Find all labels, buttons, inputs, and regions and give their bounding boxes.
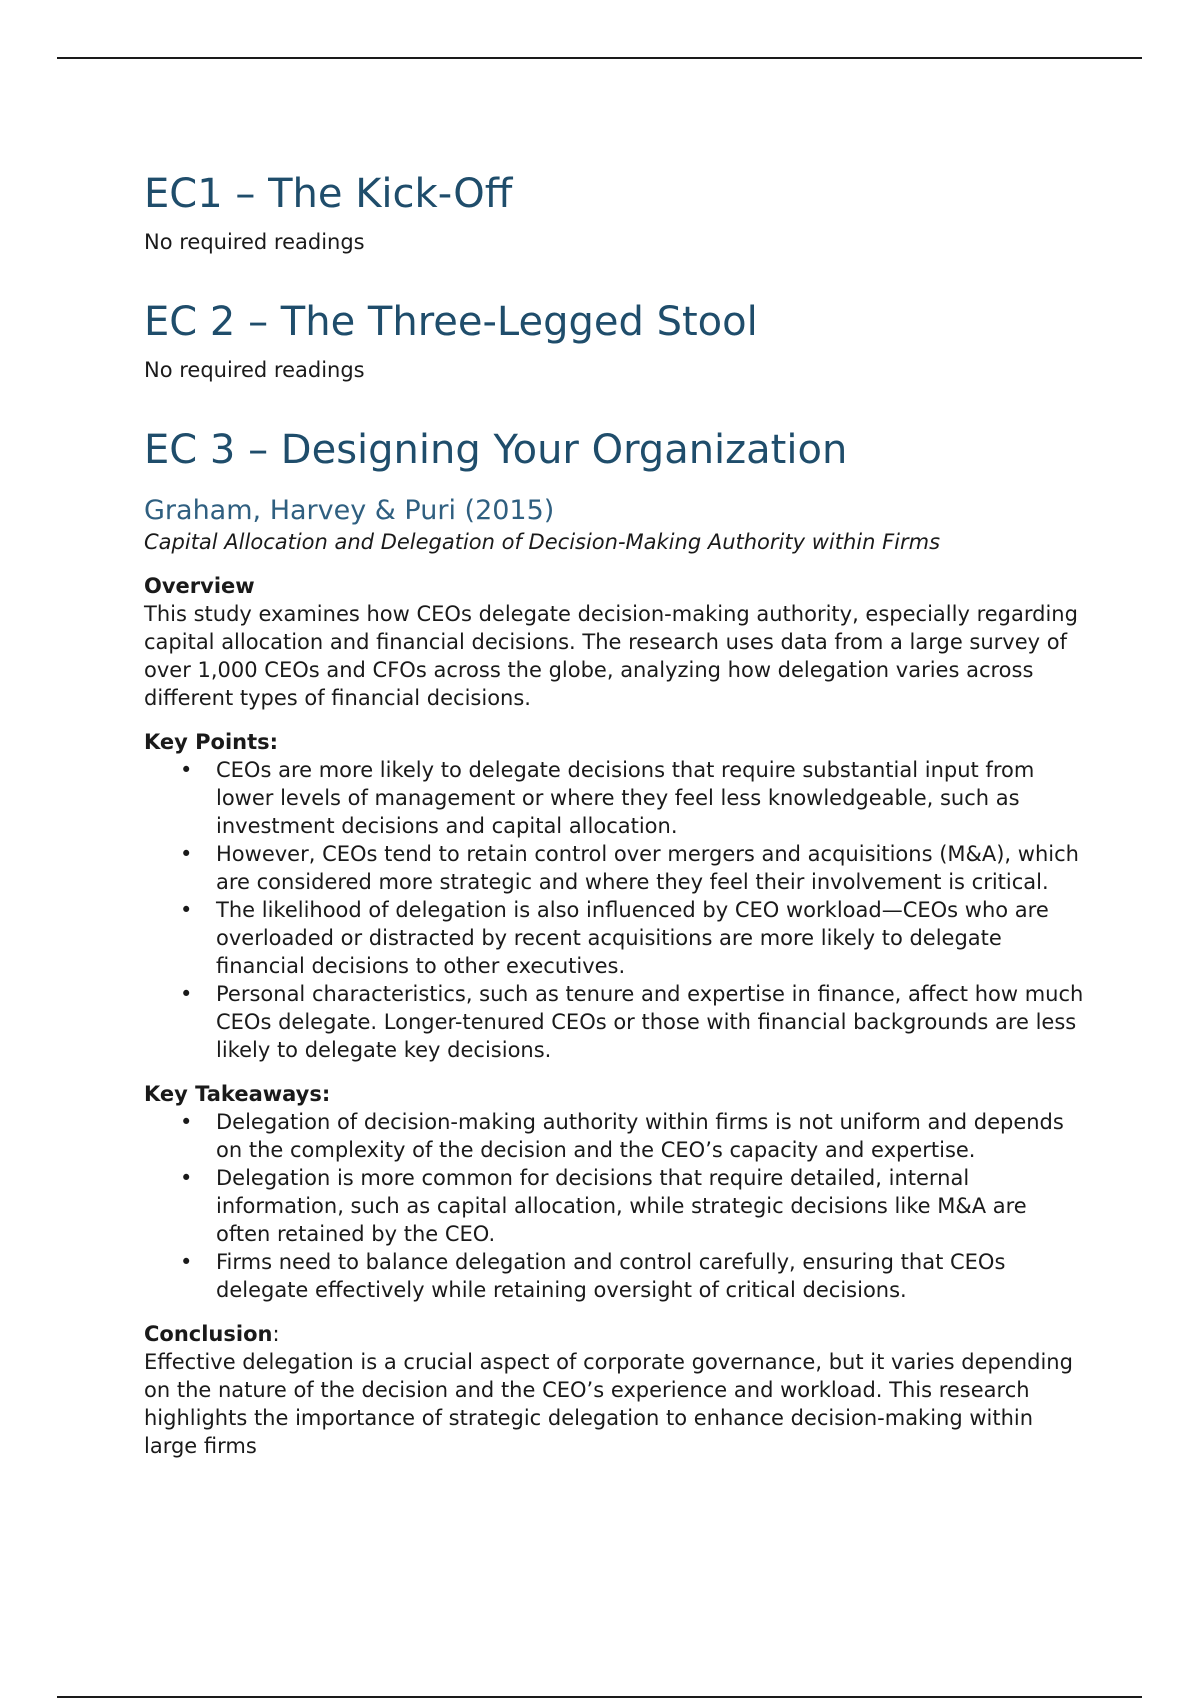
list-item: [180, 1108, 1084, 1164]
list-item: [180, 980, 1084, 1064]
takeaways-list: [144, 1108, 1084, 1304]
key-points-list: [144, 756, 1084, 1064]
bullet-icon: •: [180, 1250, 193, 1274]
conclusion-label: Conclusion: [144, 1322, 273, 1346]
list-item: [180, 1164, 1084, 1248]
list-item-text: Delegation of decision-making authority within firms is not uniform and depends on the complexity of the decision and the CEO’s capacity and expertise.: [216, 1110, 1064, 1162]
bullet-icon: •: [180, 1110, 193, 1134]
overview-label: Overview: [144, 574, 255, 598]
list-item-text: The likelihood of delegation is also influenced by CEO workload—CEOs who are overloaded or distracted by recent acquisitions are more likely to delegate financial decisions to other executives.: [216, 898, 1049, 978]
list-item: [180, 1248, 1084, 1304]
readings-note: No required readings: [144, 358, 365, 382]
section-ec2: [144, 298, 1084, 384]
document-body: [144, 170, 1084, 1460]
reading-authors: Graham, Harvey & Puri (2015): [144, 495, 555, 526]
bullet-icon: •: [180, 842, 193, 866]
list-item-text: CEOs are more likely to delegate decisions that require substantial input from lower levels of management or where they feel less knowledgeable, such as investment decisions and capital allocation.: [216, 758, 1035, 838]
bullet-icon: •: [180, 758, 193, 782]
reading-title: Capital Allocation and Delegation of Decision-Making Authority within Firms: [144, 530, 941, 554]
section-ec3: [144, 426, 1084, 1460]
top-rule: [57, 57, 1142, 59]
list-item-text: Firms need to balance delegation and control carefully, ensuring that CEOs delegate effectively while retaining oversight of critical decisions.: [216, 1250, 1006, 1302]
takeaways-label: Key Takeaways:: [144, 1082, 331, 1106]
list-item: [180, 756, 1084, 840]
bullet-icon: •: [180, 1166, 193, 1190]
bullet-icon: •: [180, 898, 193, 922]
readings-note: No required readings: [144, 230, 365, 254]
section-heading: EC1 – The Kick-Off: [144, 171, 513, 217]
list-item: [180, 840, 1084, 896]
key-points-label: Key Points:: [144, 730, 279, 754]
bottom-rule: [57, 1696, 1142, 1698]
section-heading: EC 3 – Designing Your Organization: [144, 427, 848, 473]
overview-text: This study examines how CEOs delegate decision-making authority, especially regarding capital allocation and financial decisions. The research uses data from a large survey of over 1,000 CEOs and CFOs across the globe, analyzing how delegation varies across different types of financial decisions.: [144, 602, 1078, 710]
list-item-text: However, CEOs tend to retain control over mergers and acquisitions (M&A), which are considered more strategic and where they feel their involvement is critical.: [216, 842, 1079, 894]
list-item: [180, 896, 1084, 980]
section-ec1: [144, 170, 1084, 256]
section-heading: EC 2 – The Three-Legged Stool: [144, 299, 758, 345]
conclusion-text: Effective delegation is a crucial aspect of corporate governance, but it varies depending on the nature of the decision and the CEO’s experience and workload. This research highlights the importance of strategic delegation to enhance decision-making within large firms: [144, 1350, 1073, 1458]
list-item-text: Delegation is more common for decisions that require detailed, internal information, such as capital allocation, while strategic decisions like M&A are often retained by the CEO.: [216, 1166, 1027, 1246]
conclusion-colon: :: [272, 1322, 280, 1346]
list-item-text: Personal characteristics, such as tenure and expertise in finance, affect how much CEOs delegate. Longer-tenured CEOs or those with financial backgrounds are less likely to delegate key decisions.: [216, 982, 1084, 1062]
conclusion-heading: [144, 1320, 1084, 1348]
bullet-icon: •: [180, 982, 193, 1006]
